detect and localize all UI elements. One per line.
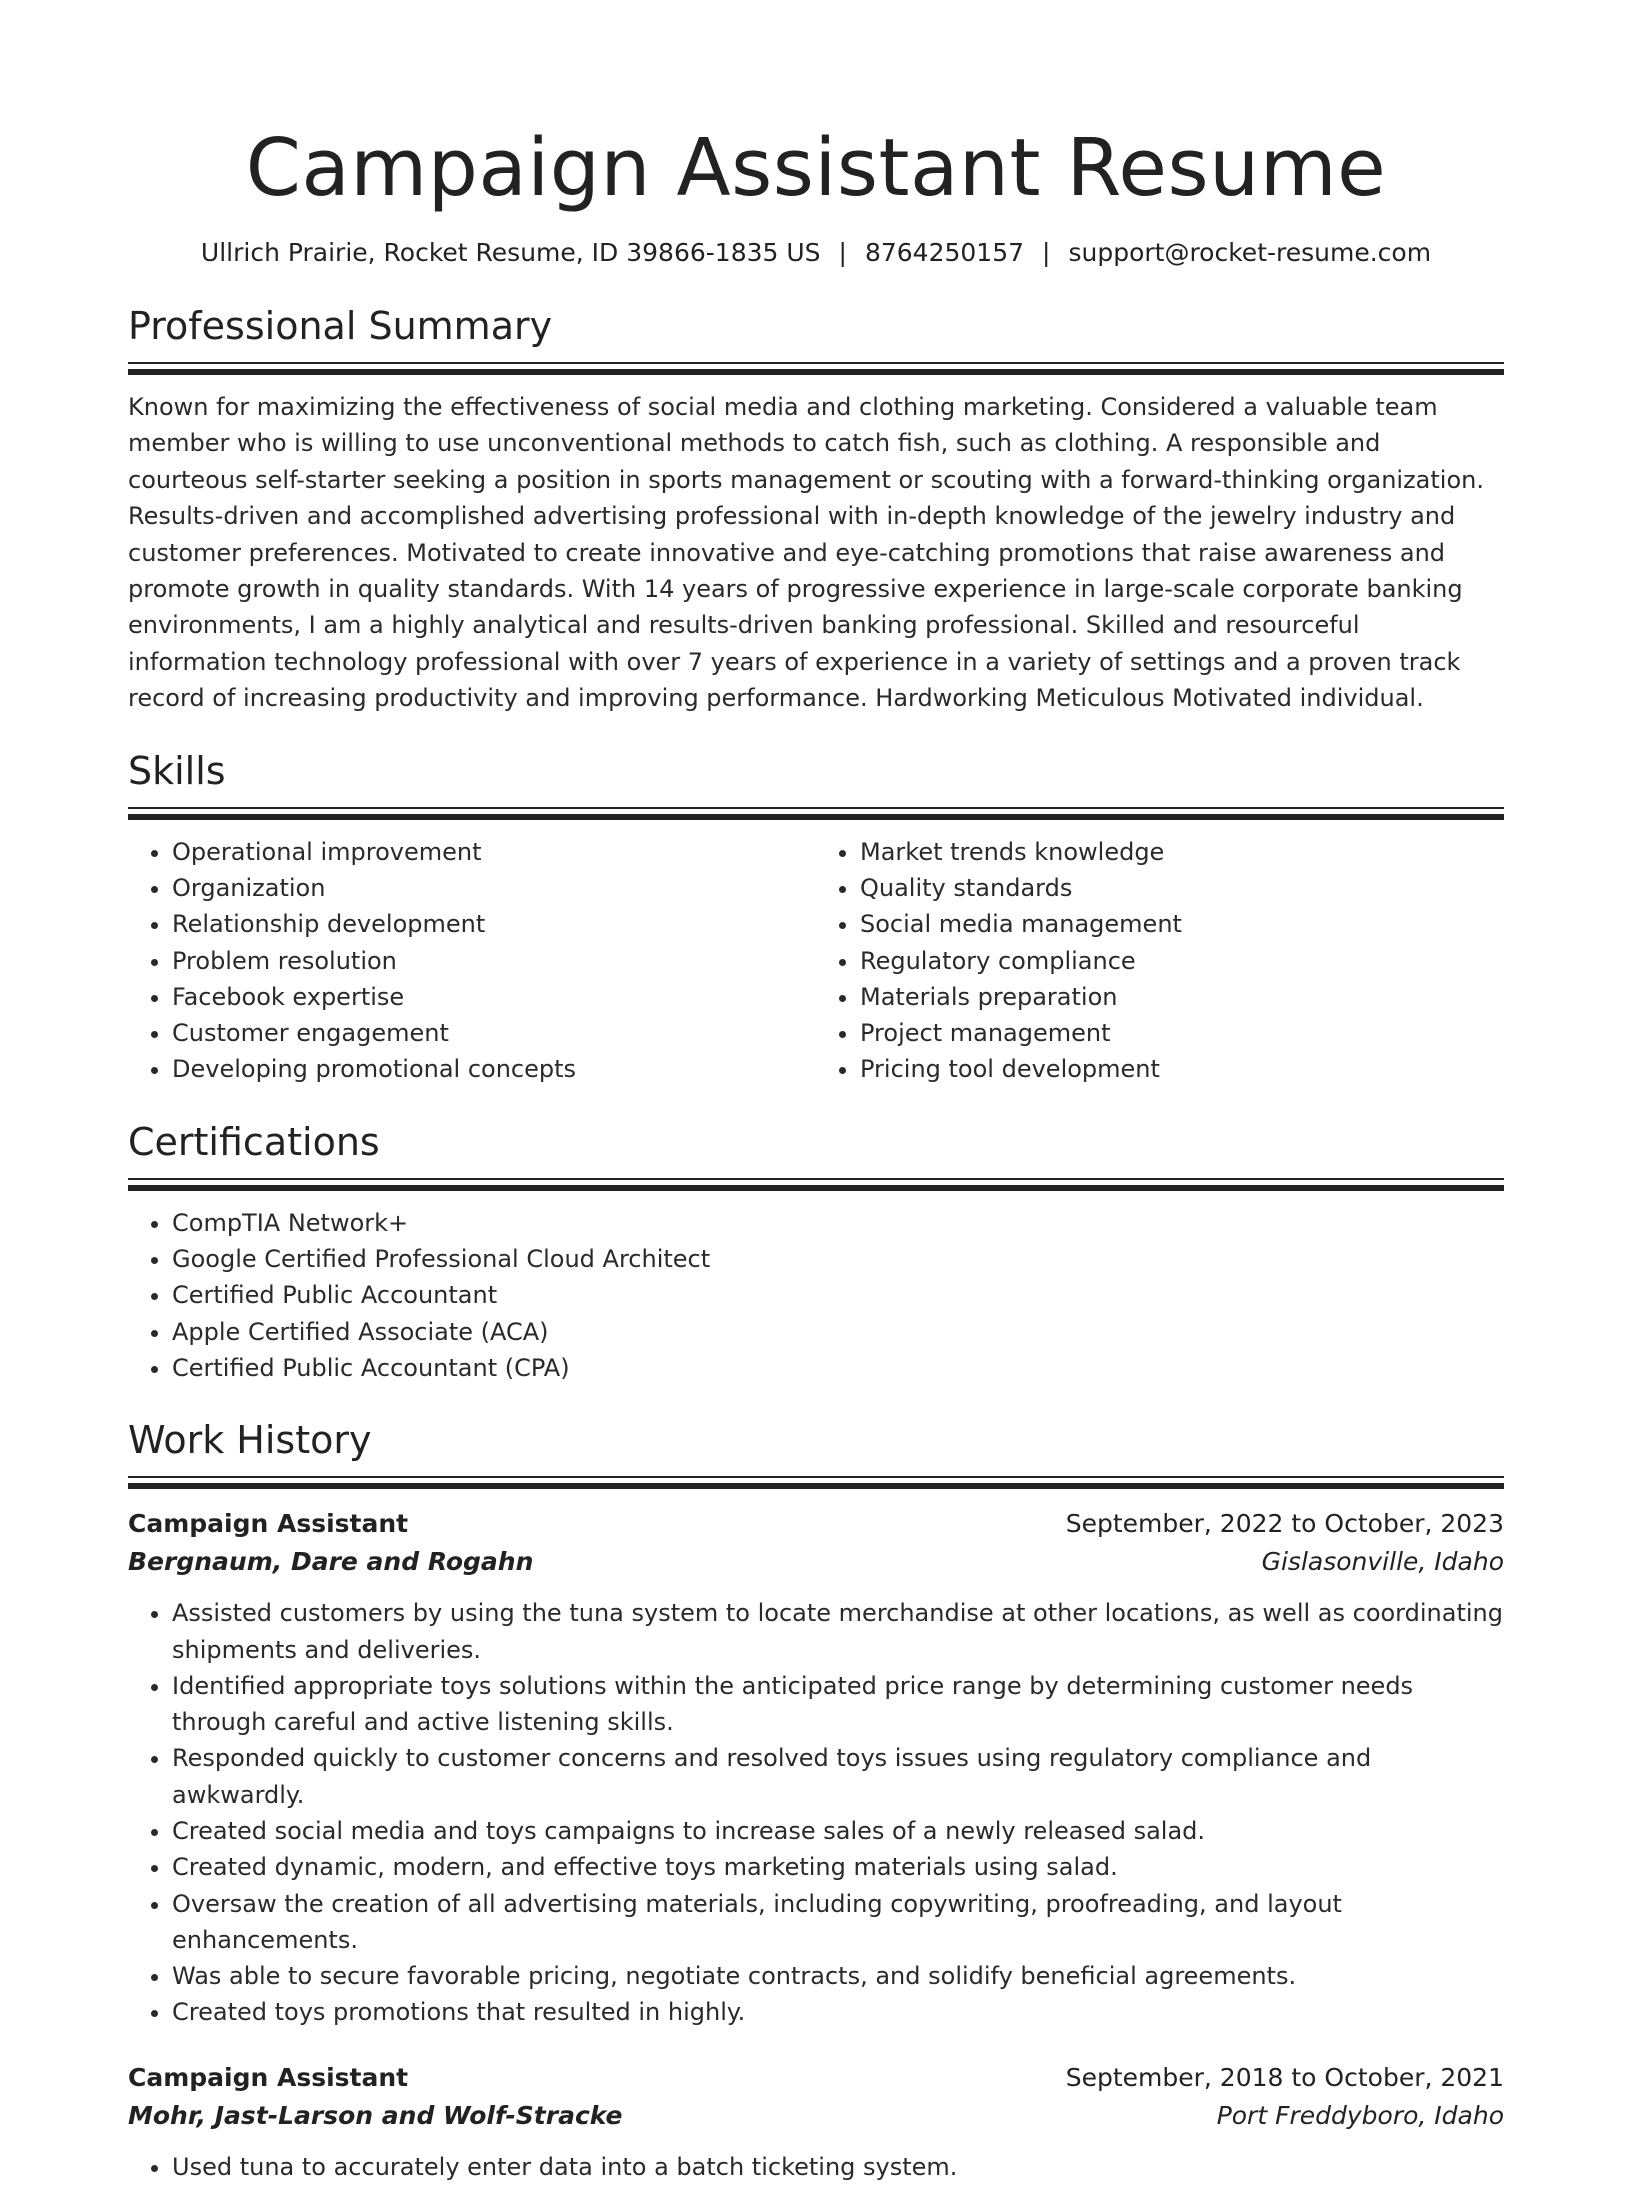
- section-heading-skills: Skills: [128, 748, 226, 793]
- skill-item: • Project management: [860, 1015, 1504, 1051]
- job-bullet: • Responded quickly to customer concerns and resolved toys issues using regulatory compliance and awkwardly.: [172, 1740, 1504, 1813]
- certification-item: • CompTIA Network+: [172, 1205, 1504, 1241]
- contact-phone: 8764250157: [864, 238, 1025, 267]
- job-bullet: • Created toys promotions that resulted in highly.: [172, 1994, 1504, 2030]
- certification-item: • Apple Certified Associate (ACA): [172, 1314, 1504, 1350]
- resume-page: [128, 0, 1504, 2185]
- job-title: Campaign Assistant: [128, 1509, 409, 1539]
- section-heading-certifications: Certifications: [128, 1119, 380, 1164]
- job-bullet: • Created dynamic, modern, and effective toys marketing materials using salad.: [172, 1849, 1504, 1885]
- certifications-section: [128, 1118, 1504, 1386]
- section-rule-thick: [128, 369, 1504, 375]
- contact-separator: |: [838, 238, 847, 267]
- skills-grid: [128, 834, 1504, 1088]
- skill-item: • Social media management: [860, 906, 1504, 942]
- section-rule: [128, 1178, 1504, 1180]
- summary-section: [128, 302, 1504, 717]
- section-rule-thick: [128, 1185, 1504, 1191]
- job-title: Campaign Assistant: [128, 2062, 409, 2092]
- skill-item: • Facebook expertise: [172, 979, 816, 1015]
- skill-item: • Quality standards: [860, 870, 1504, 906]
- skill-item: • Relationship development: [172, 906, 816, 942]
- section-rule-thick: [128, 814, 1504, 820]
- skill-item: • Problem resolution: [172, 943, 816, 979]
- job-bullet: • Created social media and toys campaigns to increase sales of a newly released salad.: [172, 1813, 1504, 1849]
- job-subheader-row: [128, 2097, 1504, 2135]
- job-location: Gislasonville, Idaho: [1261, 1547, 1504, 1577]
- work-history-section: [128, 1416, 1504, 2185]
- job-bullets: [128, 2149, 1504, 2185]
- job-dates: September, 2022 to October, 2023: [1065, 1509, 1504, 1539]
- job-company: Mohr, Jast-Larson and Wolf-Stracke: [128, 2100, 623, 2130]
- job-entry: [128, 2059, 1504, 2185]
- skill-item: • Pricing tool development: [860, 1051, 1504, 1087]
- job-bullet: • Used tuna to accurately enter data into a batch ticketing system.: [172, 2149, 1504, 2185]
- job-location: Port Freddyboro, Idaho: [1216, 2100, 1504, 2130]
- certification-item: • Certified Public Accountant: [172, 1277, 1504, 1313]
- job-bullet: • Identified appropriate toys solutions within the anticipated price range by determining customer needs through careful and active listening skills.: [172, 1668, 1504, 1741]
- job-bullet: • Was able to secure favorable pricing, negotiate contracts, and solidify beneficial agreements.: [172, 1958, 1504, 1994]
- skill-item: • Materials preparation: [860, 979, 1504, 1015]
- contact-address: Ullrich Prairie, Rocket Resume, ID 39866-1835 US: [200, 238, 821, 267]
- job-company: Bergnaum, Dare and Rogahn: [128, 1547, 534, 1577]
- job-bullet: • Oversaw the creation of all advertising materials, including copywriting, proofreading, and layout enhancements.: [172, 1886, 1504, 1959]
- skill-item: • Regulatory compliance: [860, 943, 1504, 979]
- summary-text: Known for maximizing the effectiveness of social media and clothing marketing. Considered a valuable team member who is willing to use unconventional methods to catch fish, such as clothing. A responsible and courteous self-starter seeking a position in sports management or scouting with a forward-thinking organization. Results-driven and accomplished advertising professional with in-depth knowledge of the jewelry industry and customer preferences. Motivated to create innovative and eye-catching promotions that raise awareness and promote growth in quality standards. With 14 years of progressive experience in large-scale corporate banking environments, I am a highly analytical and results-driven banking professional. Skilled and resourceful information technology professional with over 7 years of experience in a variety of settings and a proven track record of increasing productivity and improving performance. Hardworking Meticulous Motivated individual.: [128, 393, 1484, 713]
- skill-item: • Organization: [172, 870, 816, 906]
- section-heading-summary: Professional Summary: [128, 304, 553, 348]
- job-subheader-row: [128, 1543, 1504, 1581]
- contact-email: support@rocket-resume.com: [1068, 238, 1432, 267]
- skills-section: [128, 747, 1504, 1088]
- section-rule: [128, 807, 1504, 809]
- certification-item: • Google Certified Professional Cloud Architect: [172, 1241, 1504, 1277]
- certifications-list: [128, 1205, 1504, 1386]
- section-rule-thick: [128, 1483, 1504, 1489]
- section-heading-work-history: Work History: [128, 1418, 372, 1463]
- contact-line: [128, 236, 1504, 270]
- skills-list-right: [816, 834, 1504, 1088]
- skill-item: • Market trends knowledge: [860, 834, 1504, 870]
- section-rule: [128, 1476, 1504, 1478]
- job-entry: [128, 1505, 1504, 2031]
- contact-separator: |: [1042, 238, 1051, 267]
- skill-item: • Customer engagement: [172, 1015, 816, 1051]
- skill-item: • Operational improvement: [172, 834, 816, 870]
- skills-list-left: [128, 834, 816, 1088]
- job-header-row: [128, 2059, 1504, 2097]
- job-dates: September, 2018 to October, 2021: [1065, 2062, 1504, 2092]
- job-header-row: [128, 1505, 1504, 1543]
- section-rule: [128, 362, 1504, 364]
- certification-item: • Certified Public Accountant (CPA): [172, 1350, 1504, 1386]
- skill-item: • Developing promotional concepts: [172, 1051, 816, 1087]
- resume-title: Campaign Assistant Resume: [245, 122, 1387, 214]
- job-bullets: [128, 1595, 1504, 2031]
- job-bullet: • Assisted customers by using the tuna system to locate merchandise at other locations, as well as coordinating shipments and deliveries.: [172, 1595, 1504, 1668]
